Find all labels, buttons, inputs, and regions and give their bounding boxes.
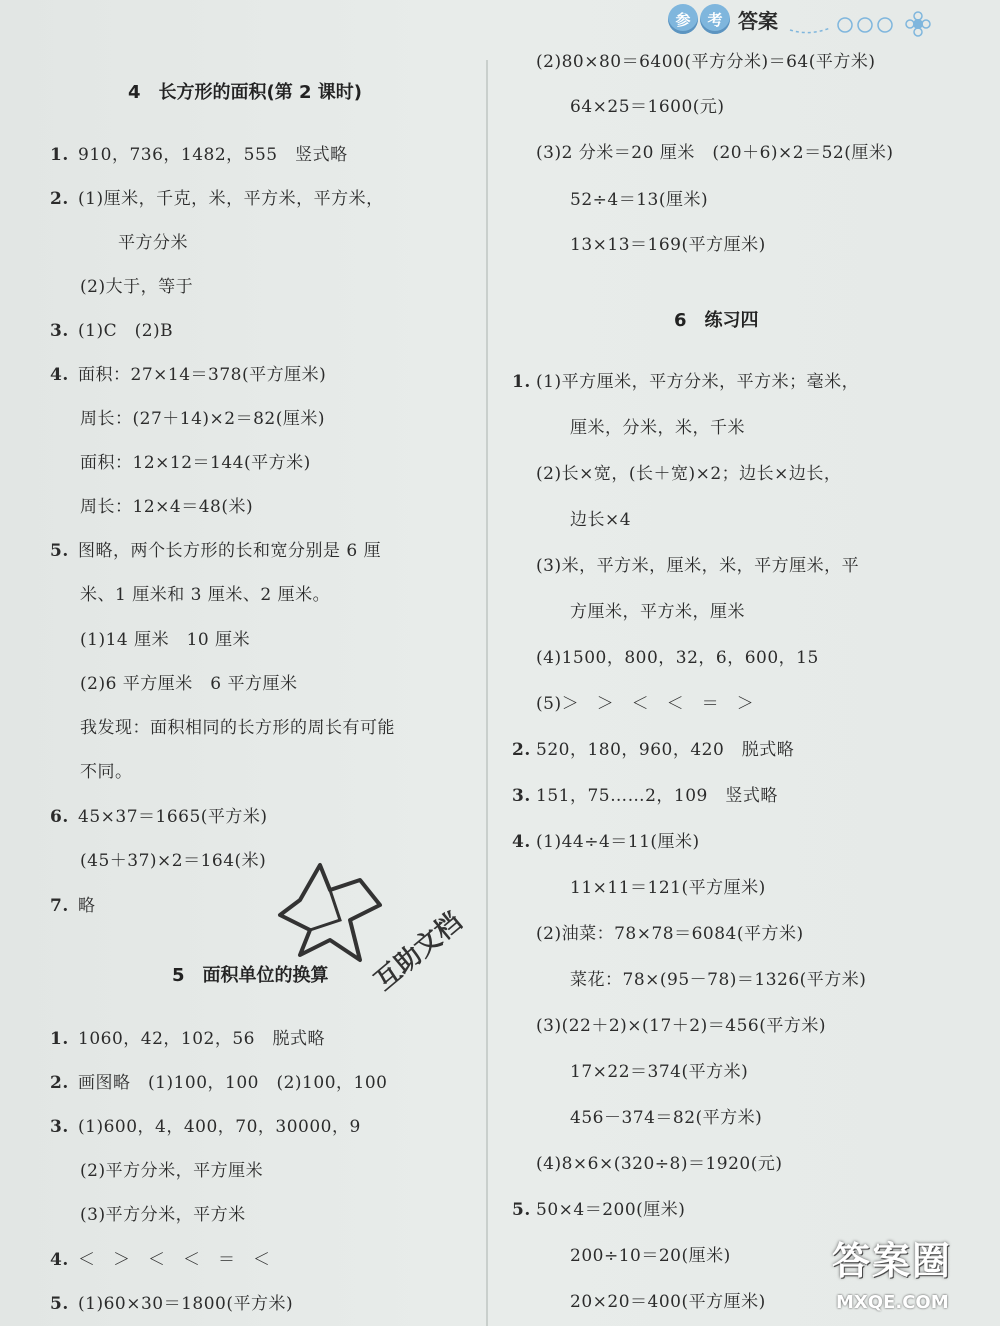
section-title-6: 6 练习四 xyxy=(674,310,759,331)
answer-text: 200÷10＝20(厘米) xyxy=(570,1246,731,1266)
header-flower-decoration-icon xyxy=(790,10,940,40)
header-badge-can: 参 xyxy=(668,4,698,34)
answer-text: 不同。 xyxy=(80,762,133,782)
answer-text: 520，180，960，420 脱式略 xyxy=(536,740,795,760)
answer-text: 平方分米 xyxy=(118,233,188,253)
answer-text: (1)600，4，400，70，30000，9 xyxy=(78,1117,361,1137)
question-number: 5. xyxy=(50,1294,69,1314)
answer-text: (1)C (2)B xyxy=(78,321,174,341)
handwritten-watermark-signature xyxy=(270,860,468,1000)
column-divider xyxy=(486,60,488,1326)
answer-text: (2)80×80＝6400(平方分米)＝64(平方米) xyxy=(536,52,876,72)
answer-text: (1)14 厘米 10 厘米 xyxy=(80,630,251,650)
answer-text: (1)60×30＝1800(平方米) xyxy=(78,1294,294,1314)
answer-text: ＜ ＞ ＜ ＜ ＝ ＜ xyxy=(78,1250,271,1270)
question-number: 5. xyxy=(50,541,69,561)
answer-text: 方厘米，平方米，厘米 xyxy=(570,602,745,622)
section-title-5: 5 面积单位的换算 xyxy=(172,965,329,986)
answer-text: (2)平方分米，平方厘米 xyxy=(80,1161,264,1181)
header-badge-kao: 考 xyxy=(700,4,730,34)
answer-line xyxy=(570,95,725,119)
answer-text: (1)44÷4＝11(厘米) xyxy=(536,832,700,852)
answer-text: 画图略 (1)100，100 (2)100，100 xyxy=(78,1073,388,1093)
answer-text: 52÷4＝13(厘米) xyxy=(570,190,709,210)
answer-text: (4)8×6×(320÷8)＝1920(元) xyxy=(536,1154,783,1174)
answer-text: (1)厘米，千克，米，平方米，平方米， xyxy=(78,189,384,209)
answer-text: (3)平方分米，平方米 xyxy=(80,1205,246,1225)
question-number: 1. xyxy=(512,372,531,392)
question-number: 6. xyxy=(50,807,69,827)
question-number: 3. xyxy=(50,1117,69,1137)
answer-line xyxy=(536,141,894,165)
answer-text: 11×11＝121(平方厘米) xyxy=(570,878,766,898)
question-number: 1. xyxy=(50,145,69,165)
corner-logo-text: 答案圈 xyxy=(832,1239,953,1283)
answer-line xyxy=(570,188,708,212)
answer-text: 151，75……2，109 竖式略 xyxy=(536,786,778,806)
corner-logo-url: MXQE.COM xyxy=(836,1292,949,1313)
answer-text: 图略，两个长方形的长和宽分别是 6 厘 xyxy=(78,541,382,561)
header-answer-word: 答案 xyxy=(738,8,778,33)
answer-text: 菜花：78×(95－78)＝1326(平方米) xyxy=(570,970,867,990)
question-number: 4. xyxy=(50,365,69,385)
answer-text: (3)2 分米＝20 厘米 (20＋6)×2＝52(厘米) xyxy=(536,143,894,163)
answer-text: (2)长×宽，(长＋宽)×2；边长×边长， xyxy=(536,464,842,484)
answer-text: 456－374＝82(平方米) xyxy=(570,1108,763,1128)
question-number: 4. xyxy=(512,832,531,852)
question-number: 3. xyxy=(50,321,69,341)
question-number: 7. xyxy=(50,896,69,916)
answer-text: 13×13＝169(平方厘米) xyxy=(570,235,766,255)
question-number: 2. xyxy=(50,1073,69,1093)
answer-text: (2)6 平方厘米 6 平方厘米 xyxy=(80,674,298,694)
answer-text: 910，736，1482，555 竖式略 xyxy=(78,145,348,165)
answer-text: (5)＞ ＞ ＜ ＜ ＝ ＞ xyxy=(536,694,755,714)
question-number: 2. xyxy=(512,740,531,760)
answer-text: (3)(22＋2)×(17＋2)＝456(平方米) xyxy=(536,1016,826,1036)
answer-text: 64×25＝1600(元) xyxy=(570,97,725,117)
answer-text: (2)油菜：78×78＝6084(平方米) xyxy=(536,924,804,944)
answer-header xyxy=(668,2,778,36)
answer-text: 厘米，分米，米，千米 xyxy=(570,418,745,438)
answer-line xyxy=(536,50,876,74)
answer-text: 周长：(27＋14)×2＝82(厘米) xyxy=(80,409,325,429)
answer-text: 略 xyxy=(78,896,96,916)
answer-text: (3)米，平方米，厘米，米，平方厘米，平 xyxy=(536,556,860,576)
question-number: 2. xyxy=(50,189,69,209)
svg-text:互助文档: 互助文档 xyxy=(368,906,468,997)
answer-text: (4)1500，800，32，6，600，15 xyxy=(536,648,819,668)
answer-line xyxy=(570,233,766,257)
answer-text: 边长×4 xyxy=(570,510,632,530)
answer-text: (2)大于，等于 xyxy=(80,277,194,297)
answer-text: (1)平方厘米，平方分米，平方米；毫米， xyxy=(536,372,860,392)
answer-text: 周长：12×4＝48(米) xyxy=(80,497,254,517)
answer-text: 20×20＝400(平方厘米) xyxy=(570,1292,766,1312)
answer-text: (45＋37)×2＝164(米) xyxy=(80,851,267,871)
answer-text: 米、1 厘米和 3 厘米、2 厘米。 xyxy=(80,585,331,605)
answer-text: 面积：12×12＝144(平方米) xyxy=(80,453,311,473)
answer-text: 我发现：面积相同的长方形的周长有可能 xyxy=(80,718,395,738)
question-number: 3. xyxy=(512,786,531,806)
answer-text: 1060，42，102，56 脱式略 xyxy=(78,1029,325,1049)
question-number: 4. xyxy=(50,1250,69,1270)
section-title-4: 4 长方形的面积(第 2 课时) xyxy=(128,82,363,103)
answer-text: 45×37＝1665(平方米) xyxy=(78,807,268,827)
answer-text: 17×22＝374(平方米) xyxy=(570,1062,749,1082)
answer-text: 50×4＝200(厘米) xyxy=(536,1200,686,1220)
question-number: 1. xyxy=(50,1029,69,1049)
answer-text: 面积：27×14＝378(平方厘米) xyxy=(78,365,327,385)
question-number: 5. xyxy=(512,1200,531,1220)
